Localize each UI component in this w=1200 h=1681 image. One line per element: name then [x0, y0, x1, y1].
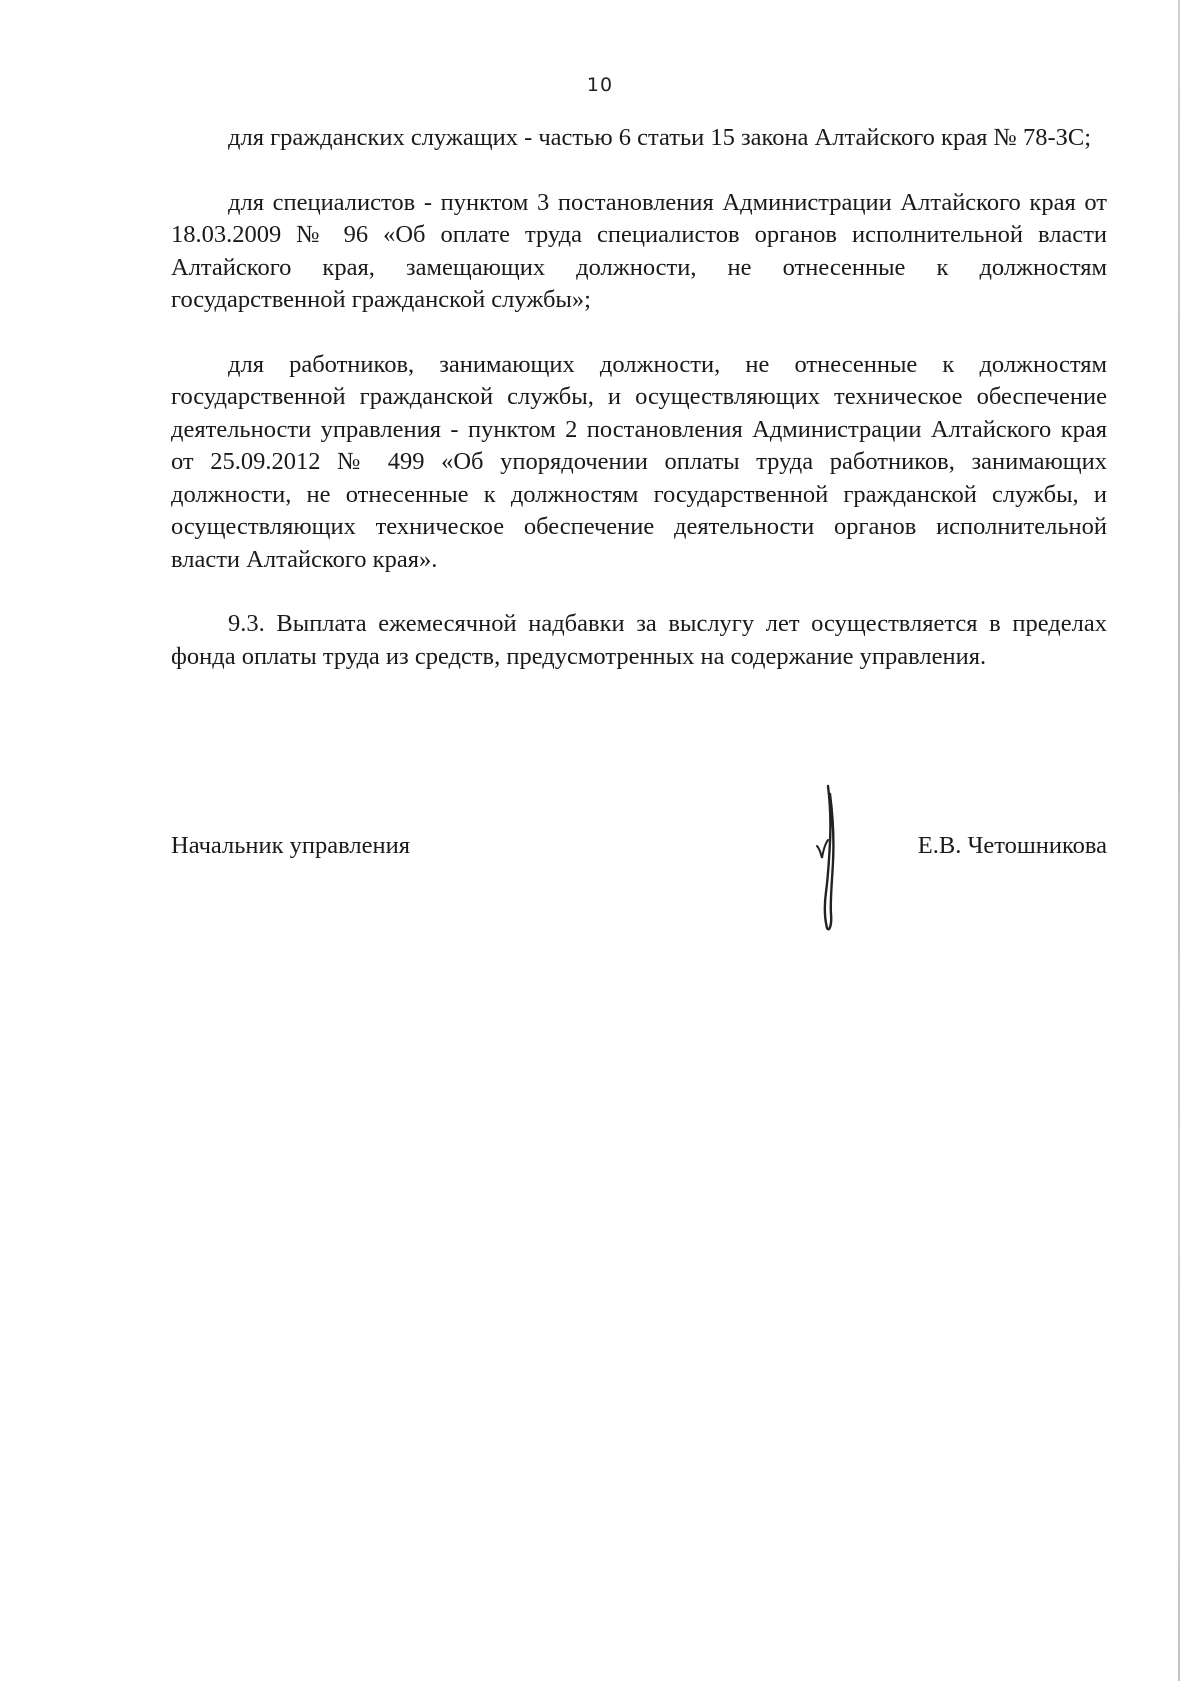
handwritten-signature-icon [808, 782, 852, 932]
paragraph-9-3: 9.3. Выплата ежемесячной надбавки за выслугу лет осуществляется в пределах фонда оплаты труда из средств, предусмотренных на содержание управления. [171, 610, 1107, 670]
page-number: 10 [586, 74, 614, 96]
document-body [171, 122, 1107, 705]
scan-edge-line [1178, 0, 1180, 1681]
paragraph-specialists: для специалистов - пунктом 3 постановления Администрации Алтайского края от 18.03.2009 № 96 «Об оплате труда специалистов органов исполнительной власти Алтайского края, замещающих должности, не отнесенные к должностям государственной гражданской службы»; [171, 188, 1107, 313]
signatory-name: Е.В. Четошникова [917, 832, 1107, 859]
paragraph-workers: для работников, занимающих должности, не отнесенные к должностям государственной гражданской службы, и осуществляющих техническое обеспечение деятельности управления - пунктом 2 постановления Администрации Алтайского края от 25.09.2012 № 499 «Об упорядочении оплаты труда работников, занимающих должности, не отнесенные к должностям государственной гражданской службы, и осуществляющих техническое обеспечение деятельности органов исполнительной власти Алтайского края». [171, 350, 1107, 573]
signature-block [171, 830, 1107, 870]
paragraph-civil-servants: для гражданских служащих - частью 6 статьи 15 закона Алтайского края № 78-ЗС; [228, 124, 1092, 151]
signatory-title: Начальник управления [171, 832, 410, 859]
